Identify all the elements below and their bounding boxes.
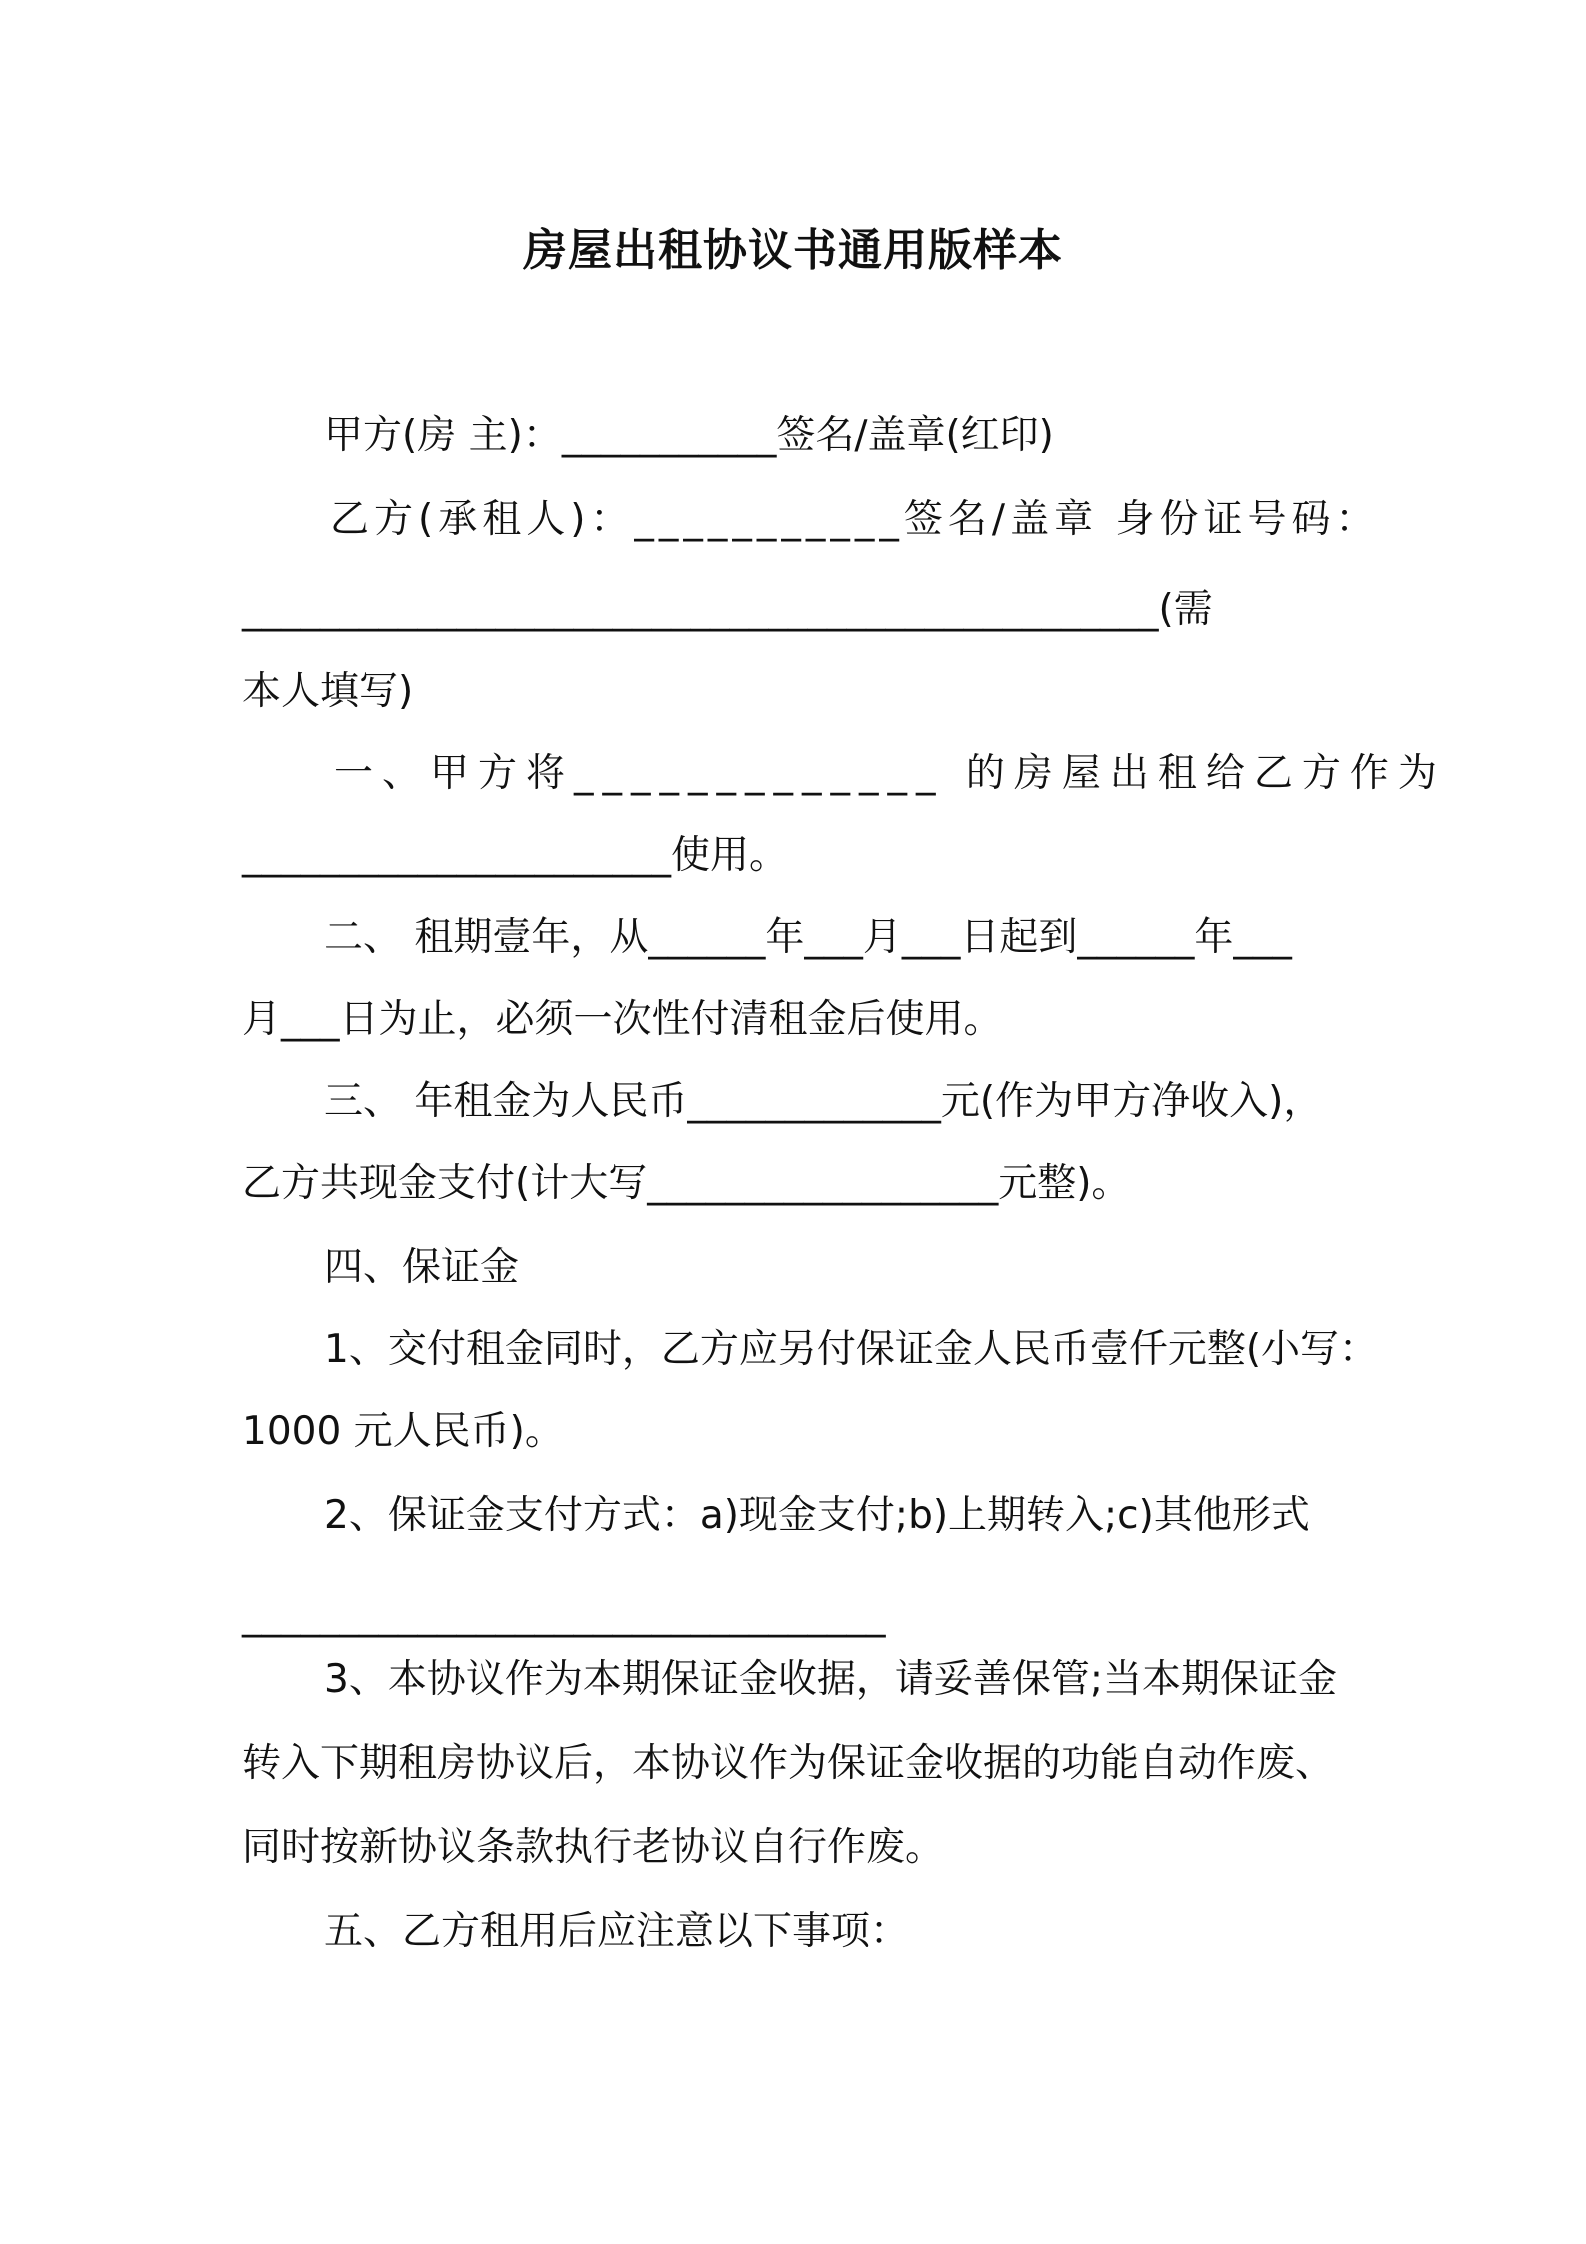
document-title: 房屋出租协议书通用版样本	[523, 225, 1063, 276]
deposit-item-2-line-1: 2、保证金支付方式：a)现金支付;b)上期转入;c)其他形式	[324, 1493, 1310, 1538]
clause-3-line-1: 三、 年租金为人民币_____________元(作为甲方净收入)，	[324, 1079, 1323, 1124]
deposit-item-1-line-1: 1、交付租金同时，乙方应另付保证金人民币壹仟元整(小写：	[324, 1327, 1379, 1372]
deposit-item-3-line-2: 转入下期租房协议后，本协议作为保证金收据的功能自动作废、	[242, 1741, 1335, 1786]
deposit-item-2-blank-line: _________________________________	[242, 1593, 886, 1638]
clause-3-line-2: 乙方共现金支付(计大写__________________元整)。	[242, 1161, 1131, 1206]
clause-1-line-1: 一、甲方将_____________ 的房屋出租给乙方作为	[334, 751, 1446, 796]
party-a-line: 甲方(房 主)：___________签名/盖章(红印)	[324, 413, 1054, 458]
clause-2-line-2: 月___日为止，必须一次性付清租金后使用。	[242, 997, 1003, 1042]
clause-2-line-1: 二、 租期壹年，从______年___月___日起到______年___	[324, 915, 1292, 960]
clause-1-line-2: ______________________使用。	[242, 833, 789, 878]
deposit-item-3-line-3: 同时按新协议条款执行老协议自行作废。	[242, 1825, 945, 1870]
clause-4-heading: 四、保证金	[324, 1245, 520, 1290]
id-number-note-line: 本人填写)	[242, 669, 414, 714]
deposit-item-1-line-2: 1000 元人民币)。	[242, 1409, 564, 1454]
clause-5-heading: 五、乙方租用后应注意以下事项：	[324, 1909, 910, 1954]
party-b-line: 乙方(承租人)：___________签名/盖章 身份证号码：	[330, 497, 1380, 542]
id-number-blank-line: _______________________________________________(需	[242, 587, 1213, 632]
deposit-item-3-line-1: 3、本协议作为本期保证金收据，请妥善保管;当本期保证金	[324, 1657, 1337, 1702]
